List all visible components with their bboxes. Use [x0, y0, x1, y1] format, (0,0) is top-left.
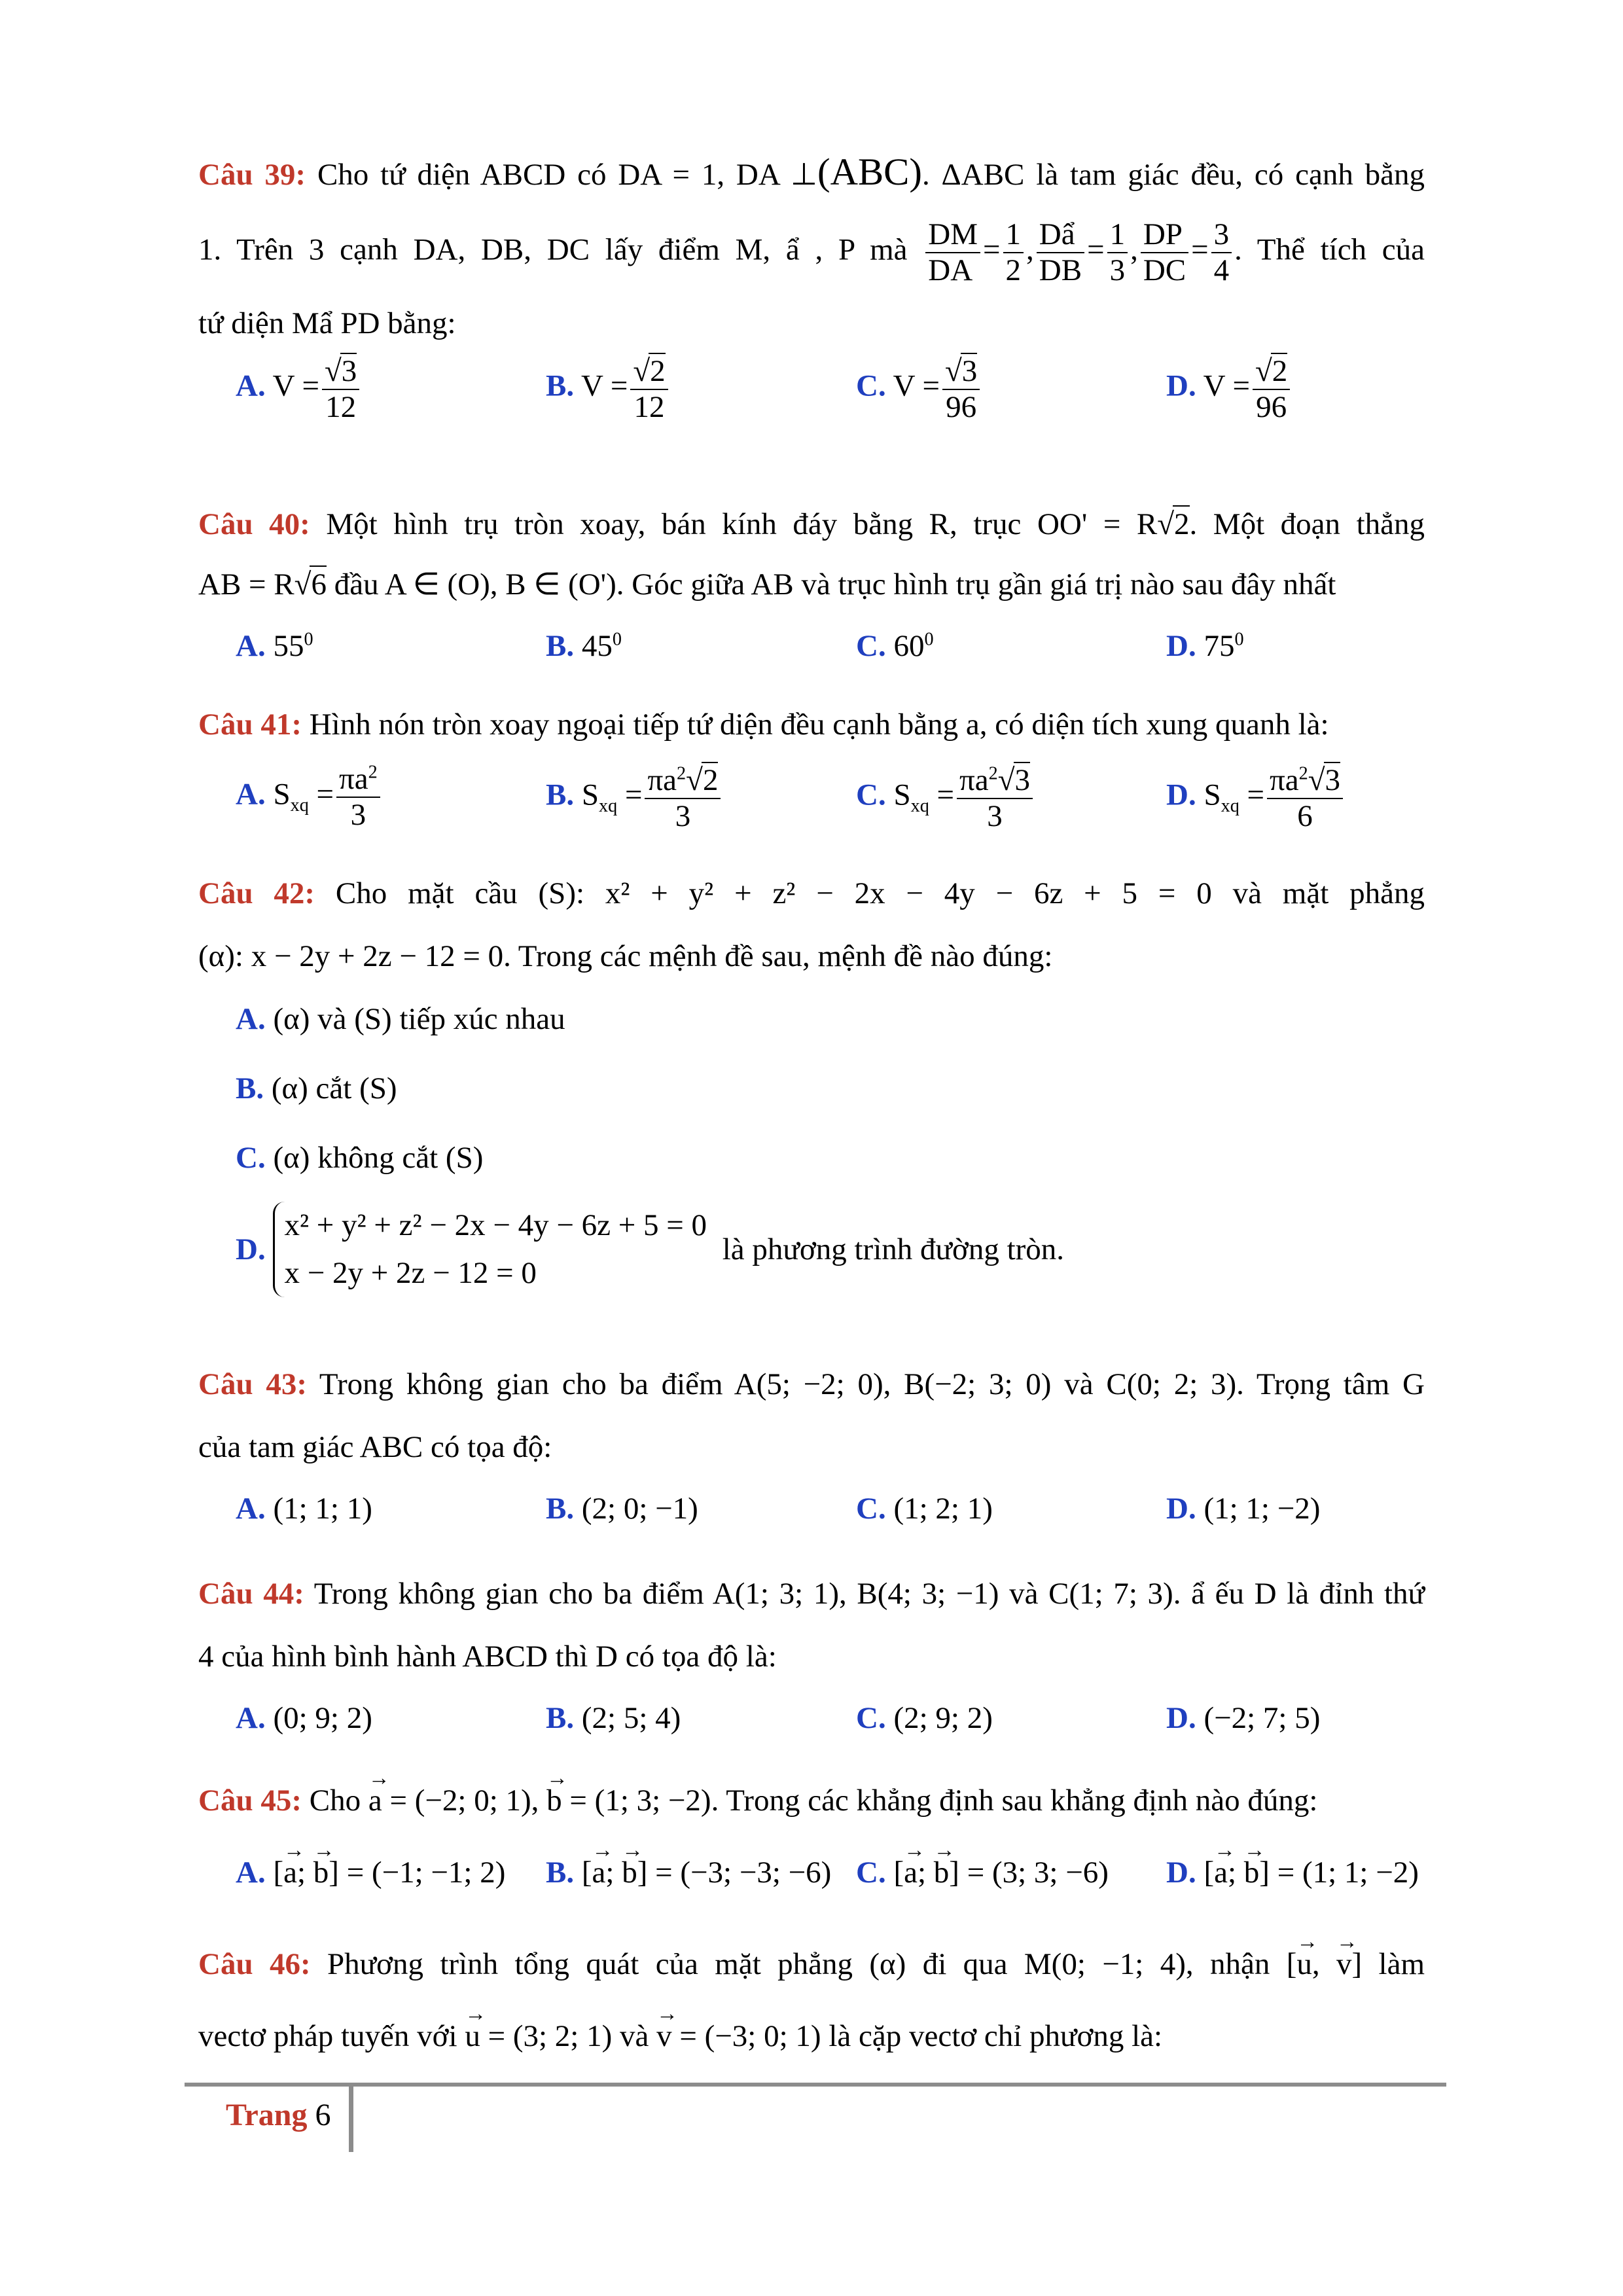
q46-text-f: và — [620, 2019, 649, 2054]
option-letter: C. — [856, 368, 886, 403]
option-value: (2; 5; 4) — [581, 1701, 681, 1736]
q40-label: Câu 40: — [198, 507, 310, 541]
option-text: tiếp xúc nhau — [399, 1002, 565, 1037]
option-letter: A. — [236, 629, 266, 664]
frac-den: 3 — [675, 798, 691, 833]
frac-num-sup: 2 — [1298, 763, 1308, 784]
q39-frac-dn-db — [1037, 217, 1084, 287]
q46-math-b: M(0; −1; 4) — [1024, 1947, 1186, 1981]
q41-option-a[interactable]: A. $S_{xq}$ = $\frac{\pi a^2}{3}$ — [236, 762, 383, 832]
q41-text: Hình nón tròn xoay ngoại tiếp tứ diện đều cạnh bằng a, có diện tích xung quanh là: — [309, 708, 1329, 742]
q46-text-c: , nhận — [1185, 1947, 1270, 1981]
option-sub: xq — [599, 795, 618, 816]
q42-option-c[interactable] — [198, 1140, 1425, 1175]
q43-option-b[interactable] — [546, 1491, 698, 1526]
q39-label: Câu 39: — [198, 158, 306, 192]
q45-text-a: Cho — [309, 1784, 361, 1818]
q40-options — [198, 628, 1425, 668]
question-40 — [198, 505, 1425, 668]
option-s: S — [893, 778, 911, 812]
q46-label: Câu 46: — [198, 1947, 311, 1981]
q43-option-d[interactable] — [1166, 1491, 1320, 1526]
q43-label: Câu 43: — [198, 1367, 307, 1401]
frac-den: 96 — [1256, 389, 1287, 424]
frac-den: 12 — [633, 389, 665, 424]
option-letter: C. — [856, 1492, 886, 1526]
q39-math-a: DA = 1, DA ⊥ — [618, 158, 817, 192]
q42-word: mặt — [408, 876, 454, 910]
option-degree: 0 — [1234, 629, 1244, 650]
q39-text-a: Cho tứ diện ABCD có — [317, 158, 607, 192]
q43-line2 — [198, 1429, 1425, 1465]
q46-text-e: vectơ pháp tuyến với — [198, 2019, 457, 2054]
q46-line2 — [198, 2018, 1425, 2054]
option-text: (α) — [273, 1002, 310, 1037]
q40-line2: AB = R√6 đầu A ∈ (O), B ∈ (O'). Góc giữa AB và trục hình trụ gần giá trị nào sau đây nhất — [198, 565, 1425, 602]
page-label: Trang — [226, 2098, 308, 2132]
option-sub: xq — [910, 795, 929, 816]
system-equation-1: x² + y² + z² − 2x − 4y − 6z + 5 = 0 — [284, 1208, 707, 1243]
option-letter: A. — [236, 368, 266, 403]
system-equation-2: x − 2y + 2z − 12 = 0 — [284, 1256, 537, 1291]
q40-rad-a: 2 — [1173, 505, 1190, 542]
q39-line1 — [198, 151, 1425, 193]
option-text: không cắt — [317, 1141, 438, 1175]
option-fraction — [336, 762, 380, 832]
question-42 — [198, 876, 1425, 1297]
q42-line2 — [198, 939, 1425, 974]
q43-text-d: của tam giác ABC có tọa độ: — [198, 1430, 552, 1465]
q42-equation-system — [273, 1202, 707, 1297]
option-prefix: V = — [893, 368, 940, 403]
sqrt-radicand: 2 — [650, 354, 666, 389]
q42-line1 — [198, 876, 1425, 911]
option-value: 60 — [893, 629, 925, 664]
q43-option-c[interactable] — [856, 1491, 993, 1526]
option-letter: B. — [546, 778, 575, 812]
q43-text-a: Trong không gian cho ba điểm — [319, 1367, 723, 1401]
option-value: (2; 0; −1) — [581, 1492, 698, 1526]
option-fraction — [942, 353, 980, 424]
vector-a: → a — [283, 1855, 297, 1890]
q46-text-g: là cặp vectơ chỉ phương là: — [829, 2019, 1163, 2054]
q41-line1 — [198, 707, 1425, 742]
sqrt-radicand: 3 — [961, 354, 978, 389]
option-value: (−2; 7; 5) — [1204, 1701, 1321, 1736]
q44-options — [198, 1700, 1425, 1740]
option-letter: B. — [546, 368, 575, 403]
option-letter: D. — [1166, 1701, 1196, 1736]
option-prefix: V = — [272, 368, 319, 403]
q41-option-b[interactable]: B. $S_{xq}$ = $\frac{\pi a^2√2}{3}$ — [546, 762, 723, 833]
q46-math-u: = (3; 2; 1) — [480, 2019, 613, 2054]
q39-text-b: . ΔABC là tam giác đều, có cạnh bằng — [921, 158, 1425, 192]
sqrt-radicand: 3 — [1014, 763, 1031, 798]
vector-a: → a — [1214, 1855, 1228, 1890]
frac-num: 1 — [1003, 217, 1024, 253]
frac-num: $\pi a^2√3$ — [957, 762, 1033, 799]
q40-option-a[interactable] — [236, 628, 313, 664]
q40-math-b: AB = R — [198, 567, 294, 602]
q45-option-b[interactable]: B. [→ a; → b] = (−3; −3; −6) — [546, 1855, 831, 1890]
q40-text-c: đầu — [334, 567, 379, 602]
frac-num-sup: 2 — [368, 762, 378, 783]
option-degree: 0 — [304, 629, 313, 650]
vector-u: → u — [1296, 1946, 1312, 1982]
option-letter: A. — [236, 1701, 266, 1736]
q45-vector-a: → a — [368, 1783, 382, 1818]
q42-label: Câu 42: — [198, 876, 315, 910]
q39-text-d: . Thể tích của — [1234, 232, 1425, 267]
q42-option-b[interactable] — [198, 1071, 1425, 1106]
option-letter: A. — [236, 1002, 266, 1037]
option-letter: D. — [1166, 368, 1196, 403]
option-value: = (−1; −1; 2) — [346, 1856, 506, 1890]
option-letter: D. — [1166, 629, 1196, 664]
q44-label: Câu 44: — [198, 1577, 304, 1611]
q46-text-b: đi qua — [922, 1947, 1008, 1981]
option-fraction — [645, 762, 721, 833]
option-letter: C. — [856, 629, 886, 664]
q42-word: mặt — [1282, 876, 1329, 910]
option-sub: xq — [1221, 795, 1240, 816]
option-prefix: V = — [1203, 368, 1250, 403]
q46-math-v: = (−3; 0; 1) — [671, 2019, 821, 2054]
q43-line1 — [198, 1367, 1425, 1402]
q40-math-a: OO' = R — [1037, 507, 1158, 541]
vector-a: → a — [592, 1855, 606, 1890]
q39-option-b[interactable] — [546, 353, 671, 424]
q39-frac-dm-da — [925, 217, 980, 287]
vector-v: → v — [1336, 1946, 1352, 1982]
q41-label: Câu 41: — [198, 708, 302, 742]
q43-text-c: . Trọng tâm G — [1236, 1367, 1425, 1401]
q44-text-d: 4 của hình bình hành ABCD thì D có tọa độ là: — [198, 1640, 777, 1674]
option-value: (1; 1; 1) — [273, 1492, 372, 1526]
question-43 — [198, 1367, 1425, 1530]
q46-text-d: làm — [1378, 1947, 1425, 1981]
frac-den: DB — [1039, 253, 1082, 287]
option-letter: B. — [546, 1856, 575, 1890]
question-44 — [198, 1576, 1425, 1740]
q46-bracket-uv: [→ u, → v] — [1287, 1947, 1362, 1981]
option-prefix: V = — [581, 368, 628, 403]
frac-den: DA — [928, 253, 973, 287]
vector-b: → b — [622, 1855, 637, 1890]
option-letter: D. — [236, 1232, 266, 1267]
frac-num: √3 — [322, 353, 359, 390]
q45-text-b: . Trong các khẳng định sau khẳng định nào đúng: — [711, 1784, 1318, 1818]
sqrt-radicand: 2 — [1272, 354, 1288, 389]
option-letter: D. — [1166, 778, 1196, 812]
frac-num-text: πa — [647, 763, 677, 798]
option-letter: C. — [856, 1701, 886, 1736]
q42-option-d[interactable] — [198, 1202, 1425, 1297]
option-s: S — [1204, 778, 1221, 812]
q41-option-c[interactable]: C. $S_{xq}$ = $\frac{\pi a^2√3}{3}$ — [856, 762, 1035, 833]
option-letter: D. — [1166, 1492, 1196, 1526]
q43-option-a[interactable] — [236, 1491, 372, 1526]
option-degree: 0 — [612, 629, 622, 650]
q42-option-a[interactable] — [198, 1001, 1425, 1037]
vector-b: → b — [1244, 1855, 1260, 1890]
option-value: 55 — [273, 629, 304, 664]
q39-line3 — [198, 306, 1425, 341]
q40-rad-b: 6 — [310, 565, 327, 602]
frac-den: 12 — [325, 389, 357, 424]
q42-plane-equation: (α): x − 2y + 2z − 12 = 0 — [198, 939, 504, 974]
frac-den: DC — [1143, 253, 1186, 287]
question-41 — [198, 707, 1425, 840]
q39-options — [198, 353, 1425, 425]
option-letter: B. — [546, 1492, 575, 1526]
q39-line2: 1. Trên 3 cạnh DA, DB, DC lấy điểm M, ẩ , P mà $\frac{DM}{DA}$ = $\frac{1}{2}$ , $\frac{\text{Dẩ}}{DB}$ = $\frac{1}{3}$ , $\frac{DP}{DC}$ = $\frac{3}{4}$ . Thể tích của — [198, 217, 1425, 287]
q44-option-a[interactable] — [236, 1700, 372, 1736]
frac-num: Dẩ — [1037, 217, 1084, 253]
q40-text-b: . Một đoạn thẳng — [1189, 507, 1425, 541]
q40-option-d[interactable] — [1166, 628, 1244, 664]
option-value: (0; 9; 2) — [273, 1701, 372, 1736]
page-number — [226, 2097, 330, 2133]
q46-text-a: Phương trình tổng quát của mặt phẳng — [327, 1947, 853, 1981]
footer-divider — [349, 2087, 353, 2152]
option-fraction — [1267, 762, 1343, 833]
vector-b: → b — [313, 1855, 329, 1890]
frac-num: √2 — [630, 353, 668, 390]
q45-math-a: = (−2; 0; 1), — [382, 1784, 547, 1818]
frac-num: $\pi a^2√2$ — [645, 762, 721, 799]
q39-option-c[interactable] — [856, 353, 982, 424]
q44-option-d[interactable] — [1166, 1700, 1320, 1736]
frac-num: √2 — [1253, 353, 1290, 390]
q43-math-b: C(0; 2; 3) — [1106, 1367, 1237, 1401]
q45-line1 — [198, 1783, 1425, 1818]
q42-word: Cho — [335, 876, 387, 910]
option-fraction — [322, 353, 359, 424]
option-value: = (1; 1; −2) — [1277, 1856, 1419, 1890]
frac-den: 6 — [1297, 798, 1313, 833]
option-letter: C. — [236, 1141, 266, 1175]
q42-word: phẳng — [1349, 876, 1425, 910]
q43-math-a: A(5; −2; 0), B(−2; 3; 0) — [734, 1367, 1052, 1401]
q44-text-b: và — [1009, 1577, 1039, 1611]
q40-option-c[interactable] — [856, 628, 934, 664]
option-value: = (3; 3; −6) — [967, 1856, 1109, 1890]
q39-math-b: (ABC) — [817, 151, 922, 193]
page-number-value: 6 — [315, 2098, 331, 2132]
footer-rule — [185, 2083, 1446, 2087]
option-s: S — [273, 777, 291, 812]
q42-word: cầu — [474, 876, 518, 910]
option-text: (S) — [354, 1002, 392, 1037]
option-fraction — [1253, 353, 1290, 424]
option-text: cắt — [315, 1071, 352, 1106]
option-fraction — [630, 353, 668, 424]
q41-options — [198, 762, 1425, 840]
frac-den: 3 — [1109, 253, 1126, 287]
q44-line1 — [198, 1576, 1425, 1611]
option-text: là phương trình đường tròn. — [722, 1232, 1065, 1267]
q45-option-a[interactable]: A. [→ a; → b] = (−1; −1; 2) — [236, 1855, 505, 1890]
q39-frac-dp-dc — [1141, 217, 1188, 287]
frac-num — [336, 762, 380, 798]
vector-a: → a — [904, 1855, 918, 1890]
q44-math-b: C(1; 7; 3) — [1048, 1577, 1173, 1611]
frac-den: 96 — [946, 389, 977, 424]
q45-option-d[interactable]: D. [→ a; → b] = (1; 1; −2) — [1166, 1855, 1419, 1890]
option-value: (1; 2; 1) — [893, 1492, 993, 1526]
option-text: (α) — [271, 1071, 308, 1106]
frac-den: 3 — [987, 798, 1003, 833]
frac-num: 3 — [1211, 217, 1232, 253]
option-text: (S) — [445, 1141, 484, 1175]
q43-text-b: và — [1064, 1367, 1094, 1401]
q39-option-d[interactable] — [1166, 353, 1293, 424]
q46-line1 — [198, 1946, 1425, 1982]
q45-options — [198, 1855, 1425, 1901]
q42-text: . Trong các mệnh đề sau, mệnh đề nào đúng: — [503, 939, 1053, 974]
option-letter: A. — [236, 777, 266, 812]
q44-option-c[interactable] — [856, 1700, 993, 1736]
frac-num: 1 — [1107, 217, 1128, 253]
option-letter: A. — [236, 1856, 266, 1890]
q39-val-2 — [1107, 217, 1128, 287]
option-s: S — [581, 778, 599, 812]
vector-u: → u — [465, 2018, 480, 2054]
question-45 — [198, 1783, 1425, 1901]
frac-num: DP — [1141, 217, 1188, 253]
q46-math-a: (α) — [869, 1947, 906, 1981]
vector-b: → b — [934, 1855, 950, 1890]
option-value: 45 — [581, 629, 613, 664]
option-value: (2; 9; 2) — [893, 1701, 993, 1736]
frac-num-text: πa — [339, 762, 368, 797]
frac-den: 4 — [1213, 253, 1230, 287]
question-46 — [198, 1946, 1425, 2054]
option-degree: 0 — [924, 629, 934, 650]
frac-num: DM — [925, 217, 980, 253]
q44-math-a: A(1; 3; 1), B(4; 3; −1) — [712, 1577, 999, 1611]
frac-num-sup: 2 — [988, 763, 998, 784]
option-text: và — [317, 1002, 347, 1037]
q44-line2 — [198, 1639, 1425, 1674]
vector-v: → v — [656, 2018, 672, 2054]
question-39 — [198, 151, 1425, 425]
q44-text-c: . ẩ ếu D là đỉnh thứ — [1173, 1577, 1425, 1611]
option-letter: D. — [1166, 1856, 1196, 1890]
frac-den: 2 — [1005, 253, 1022, 287]
q40-option-b[interactable] — [546, 628, 622, 664]
sqrt-radicand: 2 — [702, 763, 719, 798]
option-text: (α) — [273, 1141, 310, 1175]
q40-text-a: Một hình trụ tròn xoay, bán kính đáy bằng R, trục — [326, 507, 1022, 541]
frac-num-sup: 2 — [677, 763, 687, 784]
option-value: 75 — [1204, 629, 1235, 664]
frac-num-text: πa — [1270, 763, 1299, 798]
q39-text-e: tứ diện Mẩ PD bằng: — [198, 306, 456, 341]
option-letter: B. — [546, 1701, 575, 1736]
q42-sphere-equation: (S): x² + y² + z² − 2x − 4y − 6z + 5 = 0 — [538, 876, 1212, 910]
q42-word: và — [1232, 876, 1262, 910]
option-fraction — [957, 762, 1033, 833]
q44-text-a: Trong không gian cho ba điểm — [313, 1577, 704, 1611]
option-text: (S) — [359, 1071, 397, 1106]
option-letter: B. — [236, 1071, 264, 1106]
q41-option-d[interactable]: D. $S_{xq}$ = $\frac{\pi a^2√3}{6}$ — [1166, 762, 1346, 833]
q45-option-c[interactable]: C. [→ a; → b] = (3; 3; −6) — [856, 1855, 1109, 1890]
frac-num: √3 — [942, 353, 980, 390]
q39-val-3 — [1211, 217, 1232, 287]
q39-text-c: 1. Trên 3 cạnh DA, DB, DC lấy điểm M, ẩ , P mà — [198, 232, 908, 267]
q44-option-b[interactable] — [546, 1700, 681, 1736]
q40-math-c: A ∈ (O), B ∈ (O') — [384, 567, 616, 602]
frac-den: 3 — [350, 797, 366, 832]
option-sub: xq — [290, 795, 309, 816]
option-value: (1; 1; −2) — [1204, 1492, 1321, 1526]
q45-label: Câu 45: — [198, 1784, 302, 1818]
sqrt-radicand: 3 — [341, 354, 357, 389]
option-value: = (−3; −3; −6) — [655, 1856, 832, 1890]
q45-math-b: = (1; 3; −2) — [562, 1784, 711, 1818]
q43-options — [198, 1491, 1425, 1530]
q45-vector-b: → b — [546, 1783, 562, 1818]
frac-num-text: πa — [959, 763, 989, 798]
q39-option-a[interactable] — [236, 353, 362, 424]
option-letter: C. — [856, 1856, 886, 1890]
option-letter: C. — [856, 778, 886, 812]
q40-text-d: . Góc giữa AB và trục hình trụ gần giá trị nào sau đây nhất — [616, 567, 1336, 602]
option-letter: A. — [236, 1492, 266, 1526]
option-letter: B. — [546, 629, 575, 664]
q40-line1: Câu 40: Một hình trụ tròn xoay, bán kính đáy bằng R, trục OO' = R√2. Một đoạn thẳng — [198, 505, 1425, 542]
q39-val-1 — [1003, 217, 1024, 287]
frac-num: $\pi a^2√3$ — [1267, 762, 1343, 799]
sqrt-radicand: 3 — [1325, 763, 1341, 798]
